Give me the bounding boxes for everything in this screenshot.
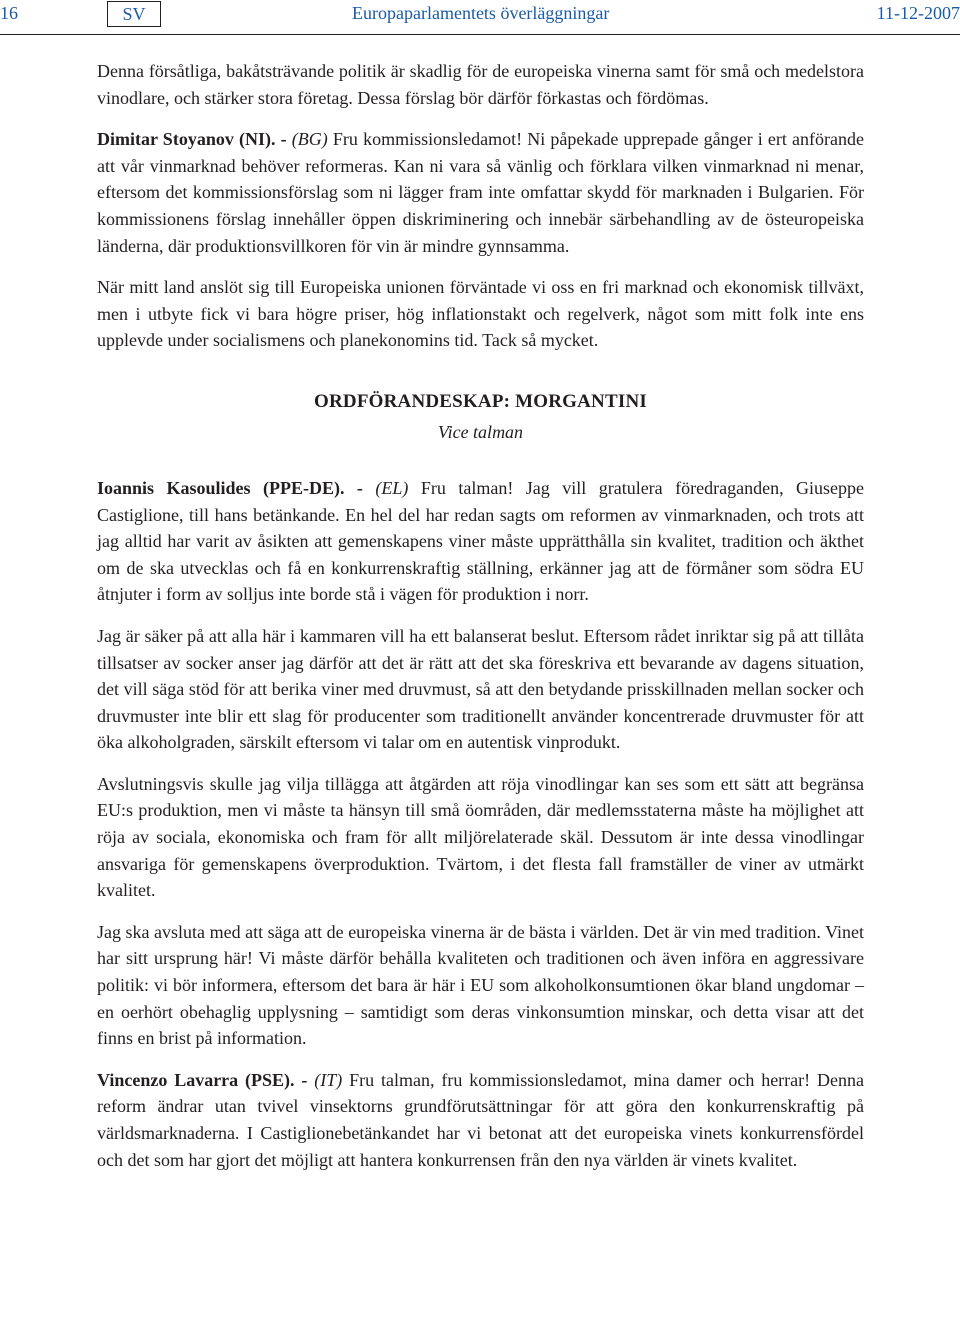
paragraph-text: Denna försåtliga, bakåtsträvande politik är skadlig för de europeiska vinerna samt för små och medelstora vinodlare, och stärker stora företag. Dessa förslag bör därför förkastas och fördömas. (97, 61, 864, 108)
language-code-box: SV (107, 1, 161, 27)
section-subtitle: Vice talman (437, 421, 524, 442)
paragraph (97, 274, 864, 354)
speech-paragraph (97, 475, 864, 608)
page-number: 16 (0, 3, 18, 23)
speech-language: (BG) (291, 129, 328, 150)
speech-language: (IT) (314, 1069, 343, 1090)
paragraph-text: När mitt land anslöt sig till Europeiska unionen förväntade vi oss en fri marknad och ekonomisk tillväxt, men i utbyte fick vi bara högre priser, hög inflationstakt och regelverk, något som mitt folk inte ens upplevde under socialismens och planekonomins tid. Tack så mycket. (97, 277, 864, 351)
speech-paragraph (97, 126, 864, 259)
paragraph (97, 58, 864, 111)
speaker-name: Dimitar Stoyanov (NI). - (97, 129, 287, 150)
document-title: Europaparlamentets överläggningar (352, 3, 610, 23)
section-title: ORDFÖRANDESKAP: MORGANTINI (314, 390, 647, 412)
document-body (97, 58, 864, 1188)
speaker-name: Vincenzo Lavarra (PSE). - (97, 1069, 308, 1090)
paragraph-text: Fru talman! Jag vill gratulera föredraganden, Giuseppe Castiglione, till hans betänkande. En hel del har redan sagts om reformen av vinmarknaden, och trots att jag alltid har varit av åsikten att gemenskapens viner måste upprätthålla sin kvalitet, tradition och äkthet om de ska utvecklas och få en konkurrenskraftig ställning, erkänner jag att de förmåner som södra EU åtnjuter i form av solljus inte borde stå i vägen för produktion i norr. (97, 477, 865, 605)
speech-language: (EL) (375, 477, 409, 498)
paragraph-text: Fru talman, fru kommissionsledamot, mina damer och herrar! Denna reform ändrar utan tvivel vinsektorns grundförutsättningar för att göra den konkurrenskraftig på världsmarknaderna. I Castiglionebetänkandet har vi betonat att det europeiska vinets konkurrensfördel och det som har gjort det möjligt att hantera konkurrensen från den nya världen är vinets kvalitet. (97, 1069, 864, 1170)
paragraph-text: Jag är säker på att alla här i kammaren vill ha ett balanserat beslut. Eftersom rådet inriktar sig på att tillåta tillsatser av socker anser jag därför att det är rätt att det ska föreskriva ett bevarande av dagens situation, det vill säga stöd för att berika viner med druvmust, så att den betydande prisskillnaden mellan socker och druvmuster inte blir ett slag för producenter som traditionellt använder koncentrerade druvmuster för att öka alkoholgraden, särskilt eftersom vi talar om en autentisk vinprodukt. (97, 625, 864, 753)
paragraph-text: Jag ska avsluta med att säga att de europeiska vinerna är de bästa i världen. Det är vin med tradition. Vinet har sitt ursprung här! Vi måste därför behålla kvaliteten och traditionen och även införa en aggressivare politik: vi bör informera, eftersom det bara är här i EU som alkoholkonsumtionen ökar bland ungdomar – en oerhört obehaglig upplysning – samtidigt som deras vinkonsumtion minskar, och detta visar att det finns en brist på information. (97, 921, 864, 1049)
document-date: 11-12-2007 (876, 3, 960, 23)
paragraph (97, 623, 864, 756)
speech-paragraph (97, 1067, 864, 1173)
speaker-name: Ioannis Kasoulides (PPE-DE). - (97, 477, 363, 498)
paragraph-text: Avslutningsvis skulle jag vilja tillägga att åtgärden att röja vinodlingar kan ses som ett sätt att begränsa EU:s produktion, men vi måste ta hänsyn till små öområden, där medlemsstaterna måste ha möjlighet att röja av sociala, ekonomiska och fram för allt miljörelaterade skäl. Dessutom är inte dessa vinodlingar ansvariga för gemenskapens överproduktion. Tvärtom, i det flesta fall framställer de viner av utmärkt kvalitet. (97, 773, 864, 901)
page-header (0, 0, 960, 35)
paragraph-text: Fru kommissionsledamot! Ni påpekade upprepade gånger i ert anförande att vår vinmarknad behöver reformeras. Kan ni vara så vänlig och förklara vilken vinmarknad ni menar, eftersom det kommissionsförslag som ni lägger fram inte omfattar skydd för marknaden i Bulgarien. För kommissionens förslag innehåller öppen diskriminering och innebär särbehandling av de östeuropeiska länderna, där produktionsvillkoren för vin är mindre gynnsamma. (97, 129, 864, 256)
paragraph (97, 771, 864, 904)
paragraph (97, 919, 864, 1052)
